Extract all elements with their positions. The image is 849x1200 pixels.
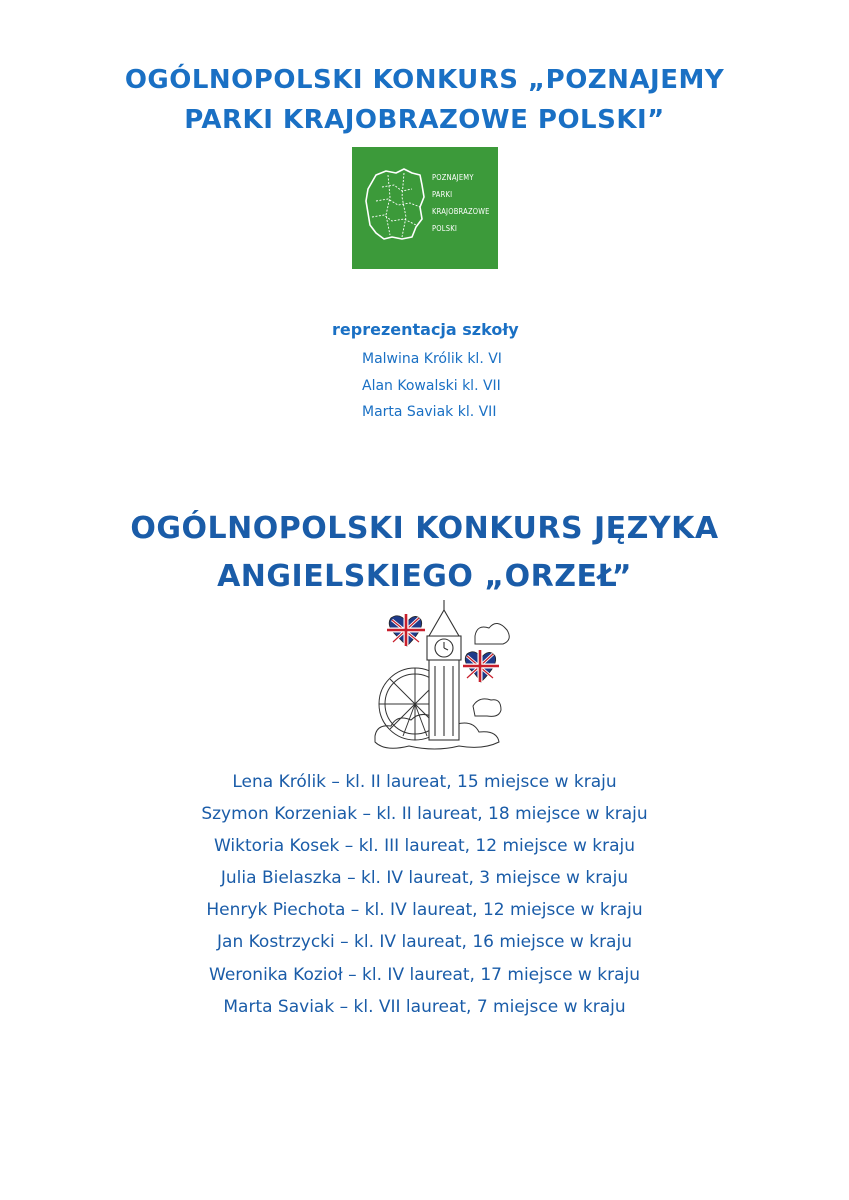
uk-flag-heart-icon	[387, 614, 425, 646]
contest-1-title-line1: OGÓLNOPOLSKI KONKURS „POZNAJEMY	[124, 65, 725, 95]
logo-line-2: PARKI	[432, 190, 453, 199]
cloud-icon	[475, 623, 509, 644]
list-item: Jan Kostrzycki – kl. IV laureat, 16 miejsce w kraju	[217, 932, 632, 953]
contest-2-title	[0, 505, 849, 601]
list-item: Henryk Piechota – kl. IV laureat, 12 miejsce w kraju	[206, 900, 643, 921]
contest-2-title-line2: ANGIELSKIEGO „ORZEŁ”	[217, 559, 632, 594]
list-item: Szymon Korzeniak – kl. II laureat, 18 miejsce w kraju	[201, 804, 648, 825]
contest-1-title	[0, 60, 849, 140]
laureates-list	[0, 766, 849, 1023]
list-item: Lena Królik – kl. II laureat, 15 miejsce w kraju	[232, 772, 617, 792]
list-item: Wiktoria Kosek – kl. III laureat, 12 miejsce w kraju	[213, 836, 636, 857]
logo-line-4: POLSKI	[432, 224, 458, 233]
uk-flag-heart-icon	[463, 650, 499, 682]
logo-text	[432, 169, 490, 237]
list-item: Julia Bielaszka – kl. IV laureat, 3 miejsce w kraju	[220, 868, 629, 889]
big-ben-london-eye-illustration	[363, 596, 513, 754]
list-item: Malwina Królik kl. VI	[362, 351, 502, 367]
cloud-icon	[473, 699, 501, 717]
representatives-list	[362, 346, 502, 426]
list-item: Marta Saviak – kl. VII laureat, 7 miejsce w kraju	[223, 996, 626, 1017]
contest-1-title-line2: PARKI KRAJOBRAZOWE POLSKI”	[184, 105, 665, 135]
representation-heading: reprezentacja szkoły	[332, 320, 519, 339]
logo-line-3: KRAJOBRAZOWE	[432, 207, 490, 216]
list-item: Marta Saviak kl. VII	[362, 404, 497, 420]
big-ben-icon	[427, 600, 461, 740]
logo-line-1: POZNAJEMY	[432, 173, 474, 182]
contest-2-title-line1: OGÓLNOPOLSKI KONKURS JĘZYKA	[130, 511, 719, 546]
list-item: Weronika Kozioł – kl. IV laureat, 17 miejsce w kraju	[209, 964, 640, 985]
parks-contest-logo	[352, 147, 498, 269]
list-item: Alan Kowalski kl. VII	[362, 377, 501, 394]
poland-map-icon	[362, 167, 428, 247]
